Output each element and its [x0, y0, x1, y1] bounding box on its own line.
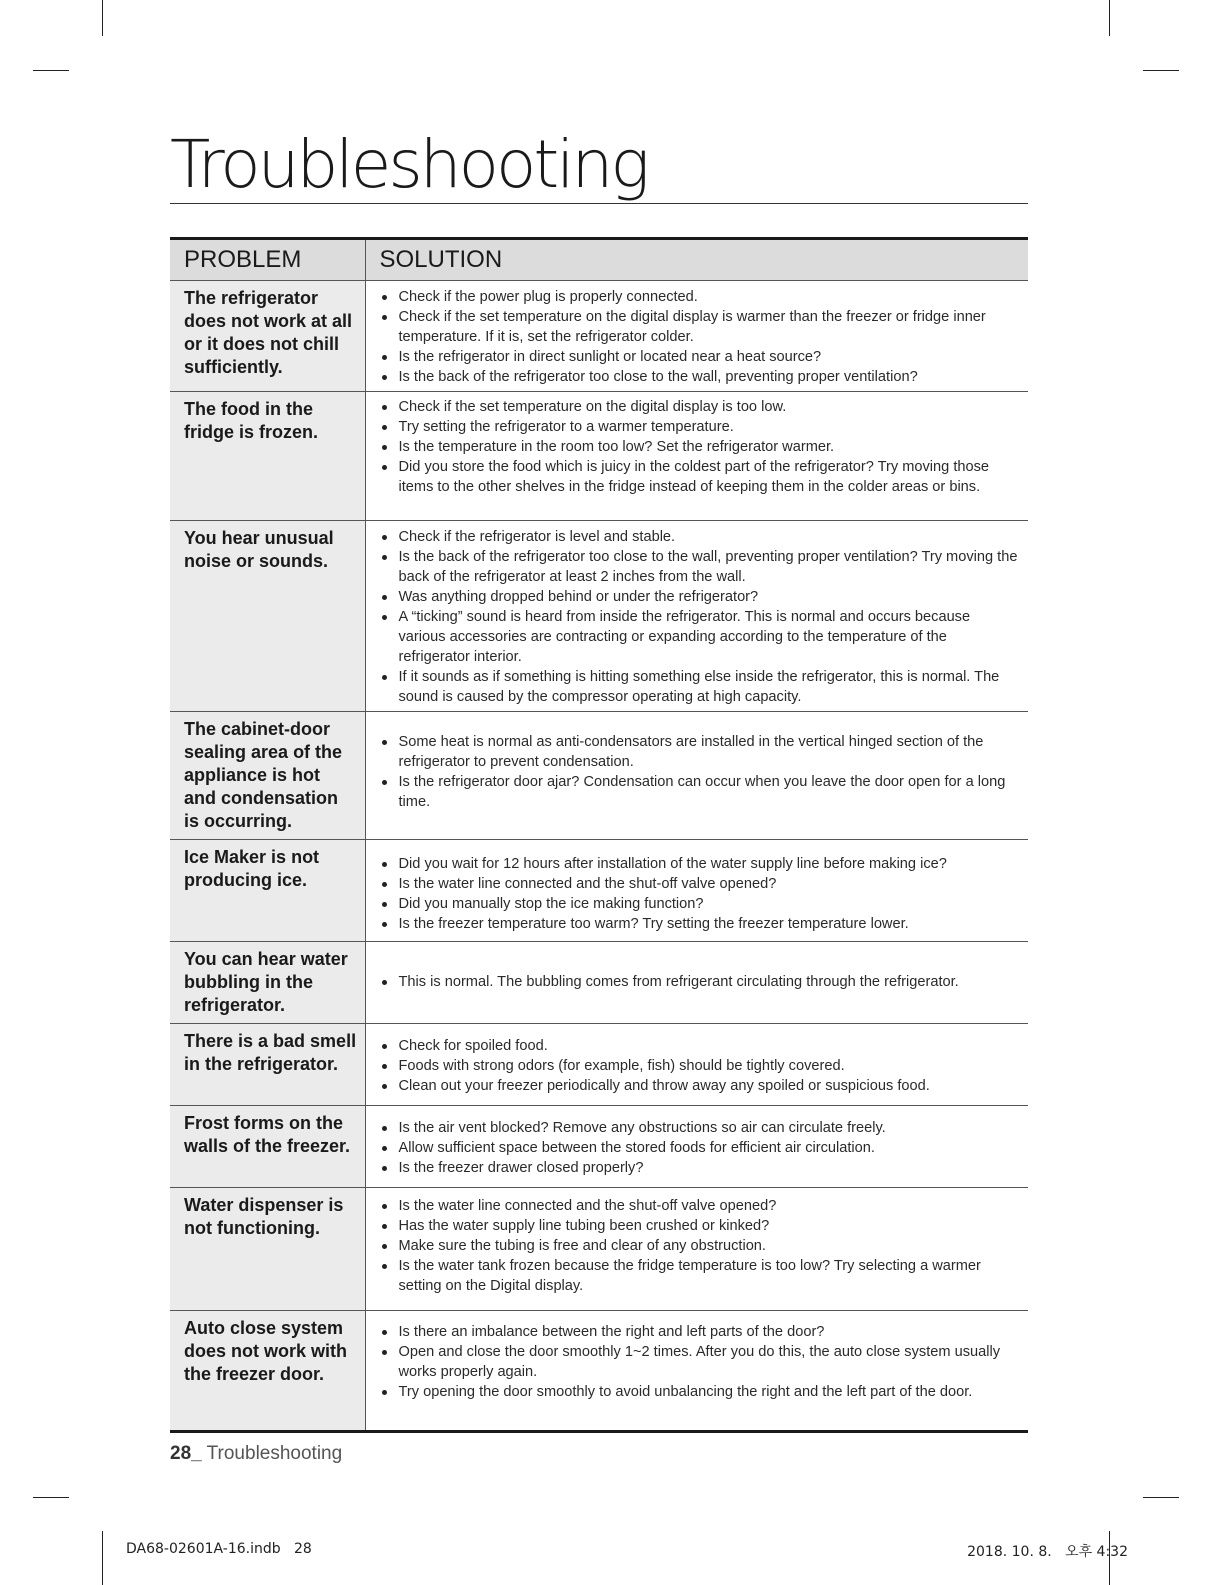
problem-cell: Auto close system does not work with the freezer door.: [170, 1311, 365, 1432]
solution-item: Try opening the door smoothly to avoid unbalancing the right and the left part of the door.: [380, 1382, 1021, 1402]
solution-item: Did you manually stop the ice making function?: [380, 894, 1021, 914]
solution-item: Did you store the food which is juicy in the coldest part of the refrigerator? Try moving those items to the other shelves in the fridge instead of keeping them in the colder areas or bins.: [380, 457, 1021, 497]
solution-list: [380, 397, 1021, 497]
solution-cell: [365, 840, 1028, 942]
solution-item: Check if the refrigerator is level and stable.: [380, 527, 1021, 547]
solution-item: Is the air vent blocked? Remove any obstructions so air can circulate freely.: [380, 1118, 1021, 1138]
crop-mark: [1109, 0, 1110, 36]
print-slug-file: DA68-02601A-16.indb 28: [126, 1541, 312, 1557]
solution-cell: [365, 521, 1028, 712]
solution-cell: [365, 712, 1028, 840]
solution-list: [380, 732, 1021, 812]
table-row: [170, 1024, 1028, 1106]
crop-mark: [1143, 70, 1179, 71]
table-row: [170, 712, 1028, 840]
solution-item: Is the freezer drawer closed properly?: [380, 1158, 1021, 1178]
footer-section: Troubleshooting: [206, 1443, 343, 1464]
solution-item: Check if the set temperature on the digital display is too low.: [380, 397, 1021, 417]
solution-item: Is the temperature in the room too low? Set the refrigerator warmer.: [380, 437, 1021, 457]
solution-item: Is the refrigerator door ajar? Condensation can occur when you leave the door open for a long time.: [380, 772, 1021, 812]
solution-list: [380, 972, 1021, 992]
problem-cell: Frost forms on the walls of the freezer.: [170, 1106, 365, 1188]
solution-cell: [365, 1188, 1028, 1311]
problem-cell: The food in the fridge is frozen.: [170, 392, 365, 521]
troubleshooting-table: [170, 237, 1028, 1433]
table-row: [170, 281, 1028, 392]
solution-list: [380, 287, 1021, 387]
solution-item: Some heat is normal as anti-condensators are installed in the vertical hinged section of the refrigerator to prevent condensation.: [380, 732, 1021, 772]
table-row: [170, 521, 1028, 712]
page-footer: [170, 1443, 342, 1465]
table-row: [170, 840, 1028, 942]
crop-mark: [33, 1497, 69, 1498]
crop-mark: [33, 70, 69, 71]
crop-mark: [102, 1531, 103, 1585]
table-row: [170, 942, 1028, 1024]
solution-item: Is the freezer temperature too warm? Try setting the freezer temperature lower.: [380, 914, 1021, 934]
problem-cell: You can hear water bubbling in the refrigerator.: [170, 942, 365, 1024]
solution-cell: [365, 1106, 1028, 1188]
title-rule: [170, 203, 1028, 204]
crop-mark: [102, 0, 103, 36]
problem-cell: The refrigerator does not work at all or it does not chill sufficiently.: [170, 281, 365, 392]
solution-item: Is the back of the refrigerator too close to the wall, preventing proper ventilation?: [380, 367, 1021, 387]
solution-item: Open and close the door smoothly 1~2 times. After you do this, the auto close system usually works properly again.: [380, 1342, 1021, 1382]
header-solution: SOLUTION: [365, 239, 1028, 281]
solution-list: [380, 1036, 1021, 1096]
solution-item: Was anything dropped behind or under the refrigerator?: [380, 587, 1021, 607]
solution-item: Has the water supply line tubing been crushed or kinked?: [380, 1216, 1021, 1236]
solution-cell: [365, 281, 1028, 392]
solution-item: Make sure the tubing is free and clear of any obstruction.: [380, 1236, 1021, 1256]
table-header-row: [170, 239, 1028, 281]
table-row: [170, 392, 1028, 521]
solution-item: Is the water line connected and the shut-off valve opened?: [380, 1196, 1021, 1216]
solution-item: Is the back of the refrigerator too close to the wall, preventing proper ventilation? Try moving the back of the refrigerator at least 2 inches from the wall.: [380, 547, 1021, 587]
page-title: Troubleshooting: [170, 126, 647, 203]
problem-cell: There is a bad smell in the refrigerator.: [170, 1024, 365, 1106]
solution-list: [380, 1322, 1021, 1402]
solution-cell: [365, 392, 1028, 521]
problem-cell: The cabinet-door sealing area of the appliance is hot and condensation is occurring.: [170, 712, 365, 840]
table-body: [170, 281, 1028, 1432]
table-row: [170, 1311, 1028, 1432]
solution-item: A “ticking” sound is heard from inside the refrigerator. This is normal and occurs because various accessories are contracting or expanding according to the temperature of the refrigerator interior.: [380, 607, 1021, 667]
problem-cell: Water dispenser is not functioning.: [170, 1188, 365, 1311]
footer-page-number: 28_: [170, 1443, 202, 1464]
table-row: [170, 1106, 1028, 1188]
solution-item: Check if the power plug is properly connected.: [380, 287, 1021, 307]
table-row: [170, 1188, 1028, 1311]
solution-list: [380, 1118, 1021, 1178]
solution-item: Foods with strong odors (for example, fish) should be tightly covered.: [380, 1056, 1021, 1076]
solution-item: Allow sufficient space between the stored foods for efficient air circulation.: [380, 1138, 1021, 1158]
problem-cell: You hear unusual noise or sounds.: [170, 521, 365, 712]
solution-list: [380, 527, 1021, 707]
header-problem: PROBLEM: [170, 239, 365, 281]
solution-cell: [365, 1024, 1028, 1106]
solution-item: Is the refrigerator in direct sunlight or located near a heat source?: [380, 347, 1021, 367]
solution-item: Clean out your freezer periodically and throw away any spoiled or suspicious food.: [380, 1076, 1021, 1096]
problem-cell: Ice Maker is not producing ice.: [170, 840, 365, 942]
solution-item: Is the water line connected and the shut-off valve opened?: [380, 874, 1021, 894]
solution-cell: [365, 1311, 1028, 1432]
solution-item: Try setting the refrigerator to a warmer temperature.: [380, 417, 1021, 437]
crop-mark: [1143, 1497, 1179, 1498]
print-slug-date: 2018. 10. 8. 오후 4:32: [967, 1544, 1128, 1560]
solution-item: This is normal. The bubbling comes from refrigerant circulating through the refrigerator.: [380, 972, 1021, 992]
solution-list: [380, 854, 1021, 934]
solution-item: Check for spoiled food.: [380, 1036, 1021, 1056]
solution-item: Is there an imbalance between the right and left parts of the door?: [380, 1322, 1021, 1342]
solution-item: Did you wait for 12 hours after installation of the water supply line before making ice?: [380, 854, 1021, 874]
solution-item: Is the water tank frozen because the fridge temperature is too low? Try selecting a warmer setting on the Digital display.: [380, 1256, 1021, 1296]
solution-list: [380, 1196, 1021, 1296]
solution-item: If it sounds as if something is hitting something else inside the refrigerator, this is normal. The sound is caused by the compressor operating at high capacity.: [380, 667, 1021, 707]
solution-item: Check if the set temperature on the digital display is warmer than the freezer or fridge inner temperature. If it is, set the refrigerator colder.: [380, 307, 1021, 347]
solution-cell: [365, 942, 1028, 1024]
